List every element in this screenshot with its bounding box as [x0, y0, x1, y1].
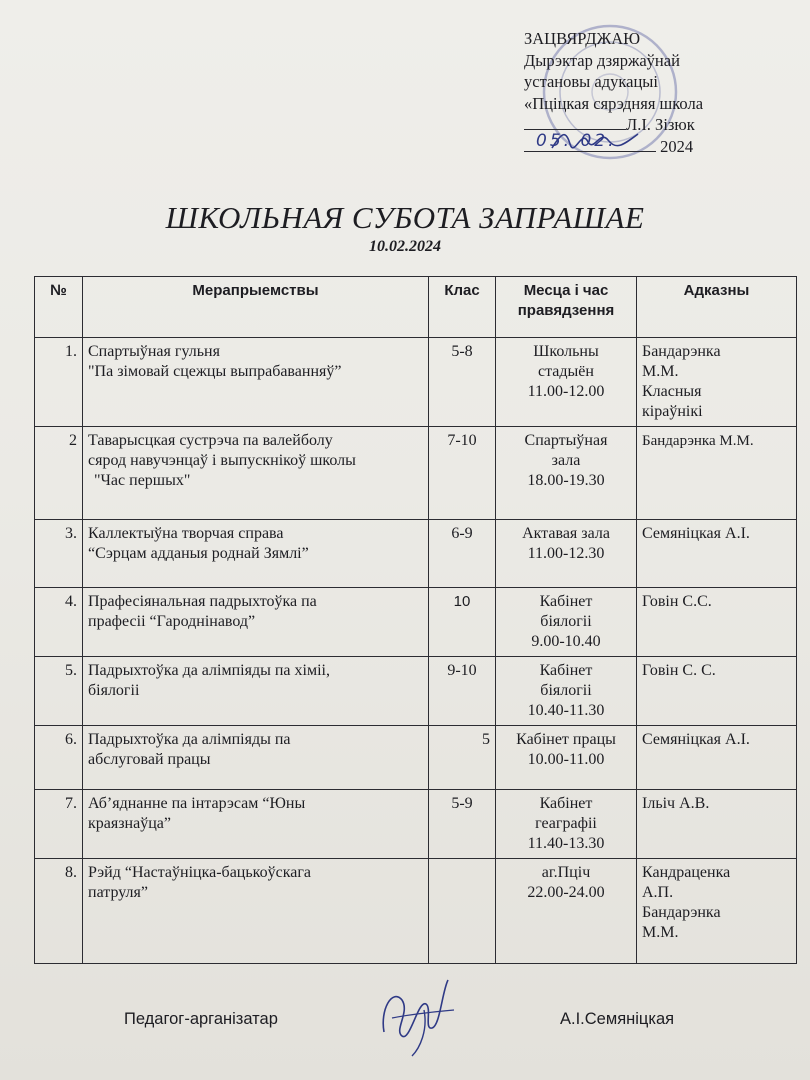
header-responsible: Адказны — [637, 277, 797, 338]
row-grade: 5 — [429, 726, 496, 790]
row-grade: 9-10 — [429, 657, 496, 726]
row-event — [83, 338, 429, 427]
place-line: Кабінет працы — [516, 731, 616, 748]
resp-line: Класныя — [642, 383, 702, 400]
approval-school-name: «Пціцкая сярэдняя школа — [524, 93, 704, 113]
place-line: Кабінет — [539, 662, 593, 679]
approval-heading: ЗАЦВЯРДЖАЮ — [524, 29, 641, 48]
place-line: Спартыўная — [524, 432, 608, 449]
time-line: 11.40-13.30 — [527, 835, 605, 852]
row-number: 7. — [35, 790, 83, 859]
time-line: 10.00-11.00 — [527, 751, 605, 768]
page-title: ШКОЛЬНАЯ СУБОТА ЗАПРАШАЕ — [165, 200, 645, 235]
row-grade — [429, 859, 496, 964]
event-line: Каллектыўна творчая справа — [88, 525, 284, 542]
event-line: прафесіі “Гароднінавод” — [88, 613, 256, 630]
event-line: краязнаўца” — [88, 815, 171, 832]
header-place-line2: правядзення — [517, 302, 615, 319]
place-line: геаграфіі — [535, 815, 597, 832]
event-line: біялогіі — [88, 682, 140, 699]
resp-line: Кандраценка — [642, 864, 731, 881]
event-date: 10.02.2024 — [369, 238, 441, 255]
row-place — [496, 427, 637, 520]
header-place — [496, 277, 637, 338]
resp-line: Бандарэнка М.М. — [642, 433, 754, 449]
row-grade: 5-9 — [429, 790, 496, 859]
footer-name: А.І.Семяніцкая — [560, 1010, 675, 1028]
resp-line: Бандарэнка — [642, 343, 721, 360]
table-row — [35, 657, 797, 726]
time-line: 18.00-19.30 — [527, 472, 605, 489]
table-row — [35, 726, 797, 790]
row-event — [83, 588, 429, 657]
table-row — [35, 427, 797, 520]
resp-line: Семяніцкая А.І. — [642, 525, 750, 542]
place-line: стадыён — [538, 363, 594, 380]
row-number: 5. — [35, 657, 83, 726]
time-line: 9.00-10.40 — [531, 633, 601, 650]
resp-line: Семяніцкая А.І. — [642, 731, 750, 748]
table-row — [35, 588, 797, 657]
row-grade: 6-9 — [429, 520, 496, 588]
event-line: Прафесіянальная падрыхтоўка па — [88, 593, 317, 610]
event-line: "Па зімовай сцежцы выпрабаванняў” — [88, 363, 342, 380]
event-line: патруля” — [88, 884, 148, 901]
place-line: біялогіі — [540, 682, 592, 699]
table-header-row — [35, 277, 797, 338]
time-line: 11.00-12.00 — [527, 383, 605, 400]
time-line: 10.40-11.30 — [527, 702, 605, 719]
event-line: Спартыўная гульня — [88, 343, 220, 360]
place-line: Актавая зала — [522, 525, 610, 542]
row-responsible — [637, 427, 797, 520]
signature-blank — [524, 115, 626, 130]
row-responsible — [637, 790, 797, 859]
row-responsible — [637, 657, 797, 726]
table-row — [35, 859, 797, 964]
resp-line: Говін С.С. — [642, 593, 712, 610]
row-responsible — [637, 520, 797, 588]
time-line: 11.00-12.30 — [527, 545, 605, 562]
row-place — [496, 588, 637, 657]
place-line: біялогіі — [540, 613, 592, 630]
header-place-line1: Месца і час — [523, 282, 609, 299]
approval-position: Дырэктар дзяржаўнай — [524, 50, 680, 70]
approval-year: 2024 — [660, 136, 694, 156]
row-place — [496, 859, 637, 964]
row-event — [83, 657, 429, 726]
row-event — [83, 790, 429, 859]
event-line: Рэйд “Настаўніцка-бацькоўскага — [88, 864, 312, 881]
resp-line: А.П. — [642, 884, 674, 901]
row-responsible — [637, 338, 797, 427]
row-number: 3. — [35, 520, 83, 588]
row-place — [496, 338, 637, 427]
date-blank — [524, 130, 656, 152]
row-number: 8. — [35, 859, 83, 964]
resp-line: М.М. — [642, 363, 679, 380]
row-event — [83, 520, 429, 588]
approval-block — [524, 28, 804, 158]
place-line: Кабінет — [539, 593, 593, 610]
time-line: 22.00-24.00 — [527, 884, 605, 901]
row-responsible — [637, 726, 797, 790]
header-number: № — [35, 277, 83, 338]
event-line: сярод навучэнцаў і выпускнікоў школы — [88, 452, 356, 469]
row-number: 6. — [35, 726, 83, 790]
place-line: Школьны — [533, 343, 599, 360]
resp-line: кіраўнікі — [642, 403, 703, 420]
handwritten-date: 05. 02. — [536, 130, 617, 151]
resp-line: Ільіч А.В. — [642, 795, 710, 812]
resp-line: Говін С. С. — [642, 662, 716, 679]
event-line: “Сэрцам адданыя роднай Зямлі” — [88, 545, 309, 562]
row-place — [496, 657, 637, 726]
row-responsible — [637, 588, 797, 657]
resp-line: Бандарэнка — [642, 904, 721, 921]
event-line: Падрыхтоўка да алімпіяды па хіміі, — [88, 662, 330, 679]
event-line: Аб’яднанне па інтарэсам “Юны — [88, 795, 306, 812]
place-line: Кабінет — [539, 795, 593, 812]
row-place — [496, 790, 637, 859]
row-grade: 7-10 — [429, 427, 496, 520]
row-number: 4. — [35, 588, 83, 657]
resp-line: М.М. — [642, 924, 679, 941]
table-row — [35, 338, 797, 427]
event-line: "Час першых" — [94, 472, 191, 489]
organizer-signature — [372, 970, 462, 1060]
approval-institution: установы адукацыі — [524, 72, 658, 92]
row-place — [496, 520, 637, 588]
row-number: 1. — [35, 338, 83, 427]
row-event — [83, 427, 429, 520]
schedule-table — [34, 276, 797, 964]
table-row — [35, 790, 797, 859]
row-grade: 10 — [429, 588, 496, 657]
row-responsible — [637, 859, 797, 964]
place-line: зала — [551, 452, 581, 469]
row-event — [83, 859, 429, 964]
approval-signer: Л.І. Зізюк — [626, 115, 695, 135]
header-event: Мерапрыемствы — [83, 277, 429, 338]
header-grade: Клас — [429, 277, 496, 338]
event-line: Таварысцкая сустрэча па валейболу — [88, 432, 333, 449]
table-row — [35, 520, 797, 588]
row-grade: 5-8 — [429, 338, 496, 427]
approval-date-line — [524, 130, 804, 158]
row-number: 2 — [35, 427, 83, 520]
place-line: аг.Пціч — [541, 864, 591, 881]
row-place — [496, 726, 637, 790]
row-event — [83, 726, 429, 790]
event-line: абслуговай працы — [88, 751, 211, 768]
footer-position: Педагог-арганізатар — [124, 1010, 278, 1028]
event-line: Падрыхтоўка да алімпіяды па — [88, 731, 291, 748]
